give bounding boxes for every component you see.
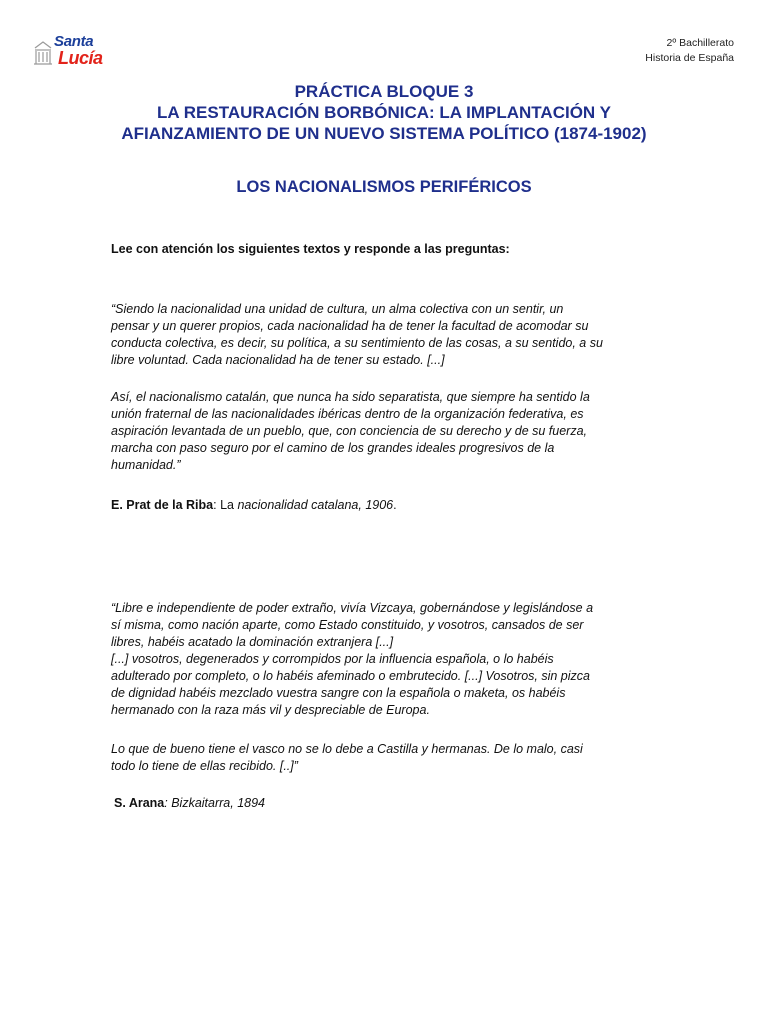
logo-text-santa: Santa: [54, 33, 94, 50]
text-line: de dignidad habéis mezclado vuestra sangre con la española o maketa, os habéis: [111, 686, 566, 700]
subject-label: Historia de España: [645, 52, 734, 64]
text-line: marcha con paso seguro por el camino de los grandes ideales progresivos de la: [111, 441, 555, 455]
text-line: “Siendo la nacionalidad una unidad de cultura, un alma colectiva con un sentir, un: [111, 302, 564, 316]
text-line: hermanado con la raza más vil y despreciable de Europa.: [111, 703, 430, 717]
citation-separator: : La: [213, 498, 238, 512]
instructions-text: Lee con atención los siguientes textos y responde a las preguntas:: [111, 242, 510, 256]
text-line: sí misma, como nación aparte, como Estado constituido, y vosotros, cansados de ser: [111, 618, 584, 632]
text-line: unión fraternal de las nacionalidades ibéricas dentro de la organización federativa, es: [111, 407, 584, 421]
text-line: Así, el nacionalismo catalán, que nunca ha sido separatista, que siempre ha sentido la: [111, 390, 590, 404]
text-line: todo lo tiene de ellas recibido. [..]”: [111, 759, 298, 773]
text-line: [...] vosotros, degenerados y corrompidos por la influencia española, o lo habéis: [111, 652, 554, 666]
citation-end: .: [393, 498, 397, 512]
text-line: libres, habéis acatado la dominación extranjera [...]: [111, 635, 394, 649]
citation-work: : Bizkaitarra, 1894: [164, 796, 266, 810]
school-logo: [32, 34, 116, 74]
title-line-1: PRÁCTICA BLOQUE 3: [294, 82, 474, 101]
title-line-3: AFIANZAMIENTO DE UN NUEVO SISTEMA POLÍTICO (1874-1902): [121, 124, 647, 143]
text-line: libre voluntad. Cada nacionalidad ha de tener su estado. [...]: [111, 353, 445, 367]
text1-paragraph-1: [111, 301, 671, 369]
citation-author: E. Prat de la Riba: [111, 498, 214, 512]
text-line: Lo que de bueno tiene el vasco no se lo debe a Castilla y hermanas. De lo malo, casi: [111, 742, 583, 756]
text-line: humanidad.”: [111, 458, 181, 472]
citation-author: S. Arana: [114, 796, 165, 810]
citation-work: nacionalidad catalana, 1906: [237, 498, 394, 512]
school-building-icon: [32, 38, 54, 68]
text2-paragraph-2: [111, 741, 671, 775]
text-line: pensar y un querer propios, cada nacionalidad ha de tener la facultad de acomodar su: [111, 319, 589, 333]
document-title: [0, 81, 768, 144]
course-label: 2º Bachillerato: [666, 37, 734, 49]
text1-paragraph-2: [111, 389, 671, 474]
section-subtitle: LOS NACIONALISMOS PERIFÉRICOS: [236, 178, 532, 196]
text1-citation: [111, 497, 397, 514]
text2-citation: [114, 795, 265, 812]
text-line: adulterado por completo, o lo habéis afeminado o embrutecido. [...] Vosotros, sin pizca: [111, 669, 590, 683]
text2-paragraph-1: [111, 600, 671, 719]
text-line: conducta colectiva, es decir, su política, a su sentimiento de las cosas, a su sentido, a su: [111, 336, 603, 350]
text-line: “Libre e independiente de poder extraño, vivía Vizcaya, gobernándose y legislándose a: [111, 601, 594, 615]
logo-text-lucia: Lucía: [58, 48, 103, 68]
header-info: [645, 36, 734, 66]
text-line: aspiración levantada de un pueblo, que, con conciencia de su derecho y de su fuerza,: [111, 424, 588, 438]
title-line-2: LA RESTAURACIÓN BORBÓNICA: LA IMPLANTACIÓN Y: [157, 103, 611, 122]
